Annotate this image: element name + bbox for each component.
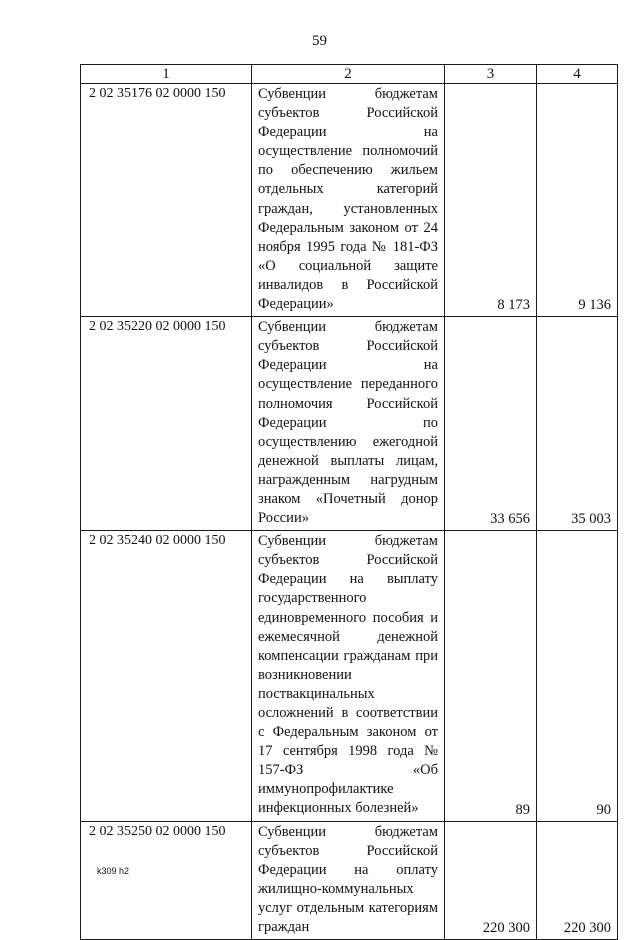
budget-code: 2 02 35220 02 0000 150 [81,317,252,531]
value-col-4: 9 136 [537,84,618,317]
value-col-3: 8 173 [445,84,537,317]
row-description: Субвенции бюджетам субъектов Российской Федерации на осуществление переданного полномочия Российской Федерации по осуществлению ежегодной денежной выплаты лицам, награжденным нагрудным знаком «Почетный донор России» [252,317,445,531]
table-row [81,531,618,821]
table-row [81,821,618,940]
budget-code: 2 02 35176 02 0000 150 [81,84,252,317]
budget-code: 2 02 35240 02 0000 150 [81,531,252,821]
row-description: Субвенции бюджетам субъектов Российской Федерации на осуществление полномочий по обеспечению жильем отдельных категорий граждан, установленных Федеральным законом от 24 ноября 1995 года № 181-ФЗ «О социальной защите инвалидов в Российской Федерации» [252,84,445,317]
value-col-3: 89 [445,531,537,821]
header-col-2: 2 [252,65,445,84]
row-description: Субвенции бюджетам субъектов Российской Федерации на оплату жилищно-коммунальных услуг отдельным категориям граждан [252,821,445,940]
header-col-1: 1 [81,65,252,84]
page-number: 59 [312,33,327,49]
header-col-3: 3 [445,65,537,84]
value-col-4: 220 300 [537,821,618,940]
budget-code: 2 02 35250 02 0000 150 [81,821,252,940]
header-row [81,65,618,84]
budget-table [80,64,618,940]
value-col-3: 220 300 [445,821,537,940]
footer-document-code: k309 h2 [97,866,130,876]
table-row [81,84,618,317]
table-row [81,317,618,531]
row-description: Субвенции бюджетам субъектов Российской Федерации на выплату государственного единовременного пособия и ежемесячной денежной компенсации гражданам при возникновении поствакцинальных осложнений в соответствии с Федеральным законом от 17 сентября 1998 года № 157-ФЗ «Об иммунопрофилактике инфекционных болезней» [252,531,445,821]
value-col-4: 90 [537,531,618,821]
value-col-3: 33 656 [445,317,537,531]
header-col-4: 4 [537,65,618,84]
value-col-4: 35 003 [537,317,618,531]
